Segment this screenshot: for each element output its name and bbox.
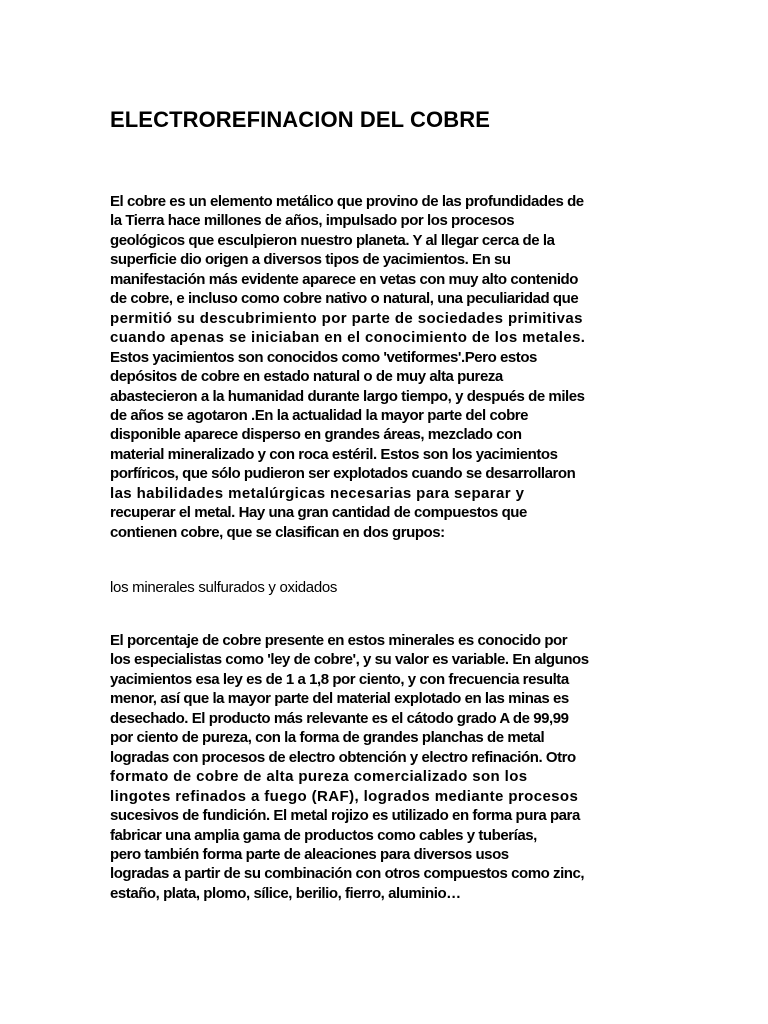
text-line: recuperar el metal. Hay una gran cantidad de compuestos que bbox=[110, 504, 527, 522]
text-line: logradas a partir de su combinación con otros compuestos como zinc, bbox=[110, 865, 585, 883]
text-line: la Tierra hace millones de años, impulsado por los procesos bbox=[110, 212, 515, 230]
text-line: sucesivos de fundición. El metal rojizo es utilizado en forma pura para bbox=[110, 807, 580, 825]
text-line: cuando apenas se iniciaban en el conocimiento de los metales. bbox=[110, 329, 586, 347]
text-line: pero también forma parte de aleaciones para diversos usos bbox=[110, 845, 509, 863]
text-line: por ciento de pureza, con la forma de grandes planchas de metal bbox=[110, 729, 545, 747]
text-line: permitió su descubrimiento por parte de sociedades primitivas bbox=[110, 309, 583, 327]
text-line: los especialistas como 'ley de cobre', y su valor es variable. En algunos bbox=[110, 651, 589, 669]
text-line: El cobre es un elemento metálico que provino de las profundidades de bbox=[110, 193, 584, 210]
text-line: manifestación más evidente aparece en vetas con muy alto contenido bbox=[110, 270, 578, 288]
paragraph-ley-de-cobre bbox=[110, 631, 658, 903]
text-line: disponible aparece disperso en grandes áreas, mezclado con bbox=[110, 426, 522, 444]
text-line: depósitos de cobre en estado natural o de muy alta pureza bbox=[110, 368, 503, 386]
text-line: yacimientos esa ley es de 1 a 1,8 por ciento, y con frecuencia resulta bbox=[110, 670, 569, 688]
text-line: El porcentaje de cobre presente en estos minerales es conocido por bbox=[110, 632, 568, 649]
text-line: lingotes refinados a fuego (RAF), logrados mediante procesos bbox=[110, 787, 579, 805]
text-line: desechado. El producto más relevante es el cátodo grado A de 99,99 bbox=[110, 709, 569, 727]
text-line: superficie dio origen a diversos tipos de yacimientos. En su bbox=[110, 251, 511, 269]
document-title: ELECTROREFINACION DEL COBRE bbox=[110, 107, 490, 132]
text-line: las habilidades metalúrgicas necesarias para separar y bbox=[110, 484, 525, 502]
paragraph-intro bbox=[110, 192, 658, 542]
text-line: contienen cobre, que se clasifican en dos grupos: bbox=[110, 523, 445, 541]
paragraph-groups bbox=[110, 578, 658, 597]
text-line: Estos yacimientos son conocidos como 'vetiformes'.Pero estos bbox=[110, 348, 537, 366]
text-line: abastecieron a la humanidad durante largo tiempo, y después de miles bbox=[110, 387, 585, 405]
text-line: de cobre, e incluso como cobre nativo o natural, una peculiaridad que bbox=[110, 290, 579, 308]
text-line: formato de cobre de alta pureza comercializado son los bbox=[110, 768, 528, 786]
text-line: material mineralizado y con roca estéril. Estos son los yacimientos bbox=[110, 445, 558, 463]
text-line: de años se agotaron .En la actualidad la mayor parte del cobre bbox=[110, 406, 529, 424]
text-line: geológicos que esculpieron nuestro planeta. Y al llegar cerca de la bbox=[110, 231, 555, 249]
text-line: menor, así que la mayor parte del material explotado en las minas es bbox=[110, 690, 569, 708]
text-line: porfíricos, que sólo pudieron ser explotados cuando se desarrollaron bbox=[110, 465, 576, 483]
text-line: estaño, plata, plomo, sílice, berilio, fierro, aluminio… bbox=[110, 884, 461, 902]
text-line: los minerales sulfurados y oxidados bbox=[110, 579, 338, 596]
text-line: fabricar una amplia gama de productos como cables y tuberías, bbox=[110, 826, 537, 844]
text-line: logradas con procesos de electro obtención y electro refinación. Otro bbox=[110, 748, 576, 766]
